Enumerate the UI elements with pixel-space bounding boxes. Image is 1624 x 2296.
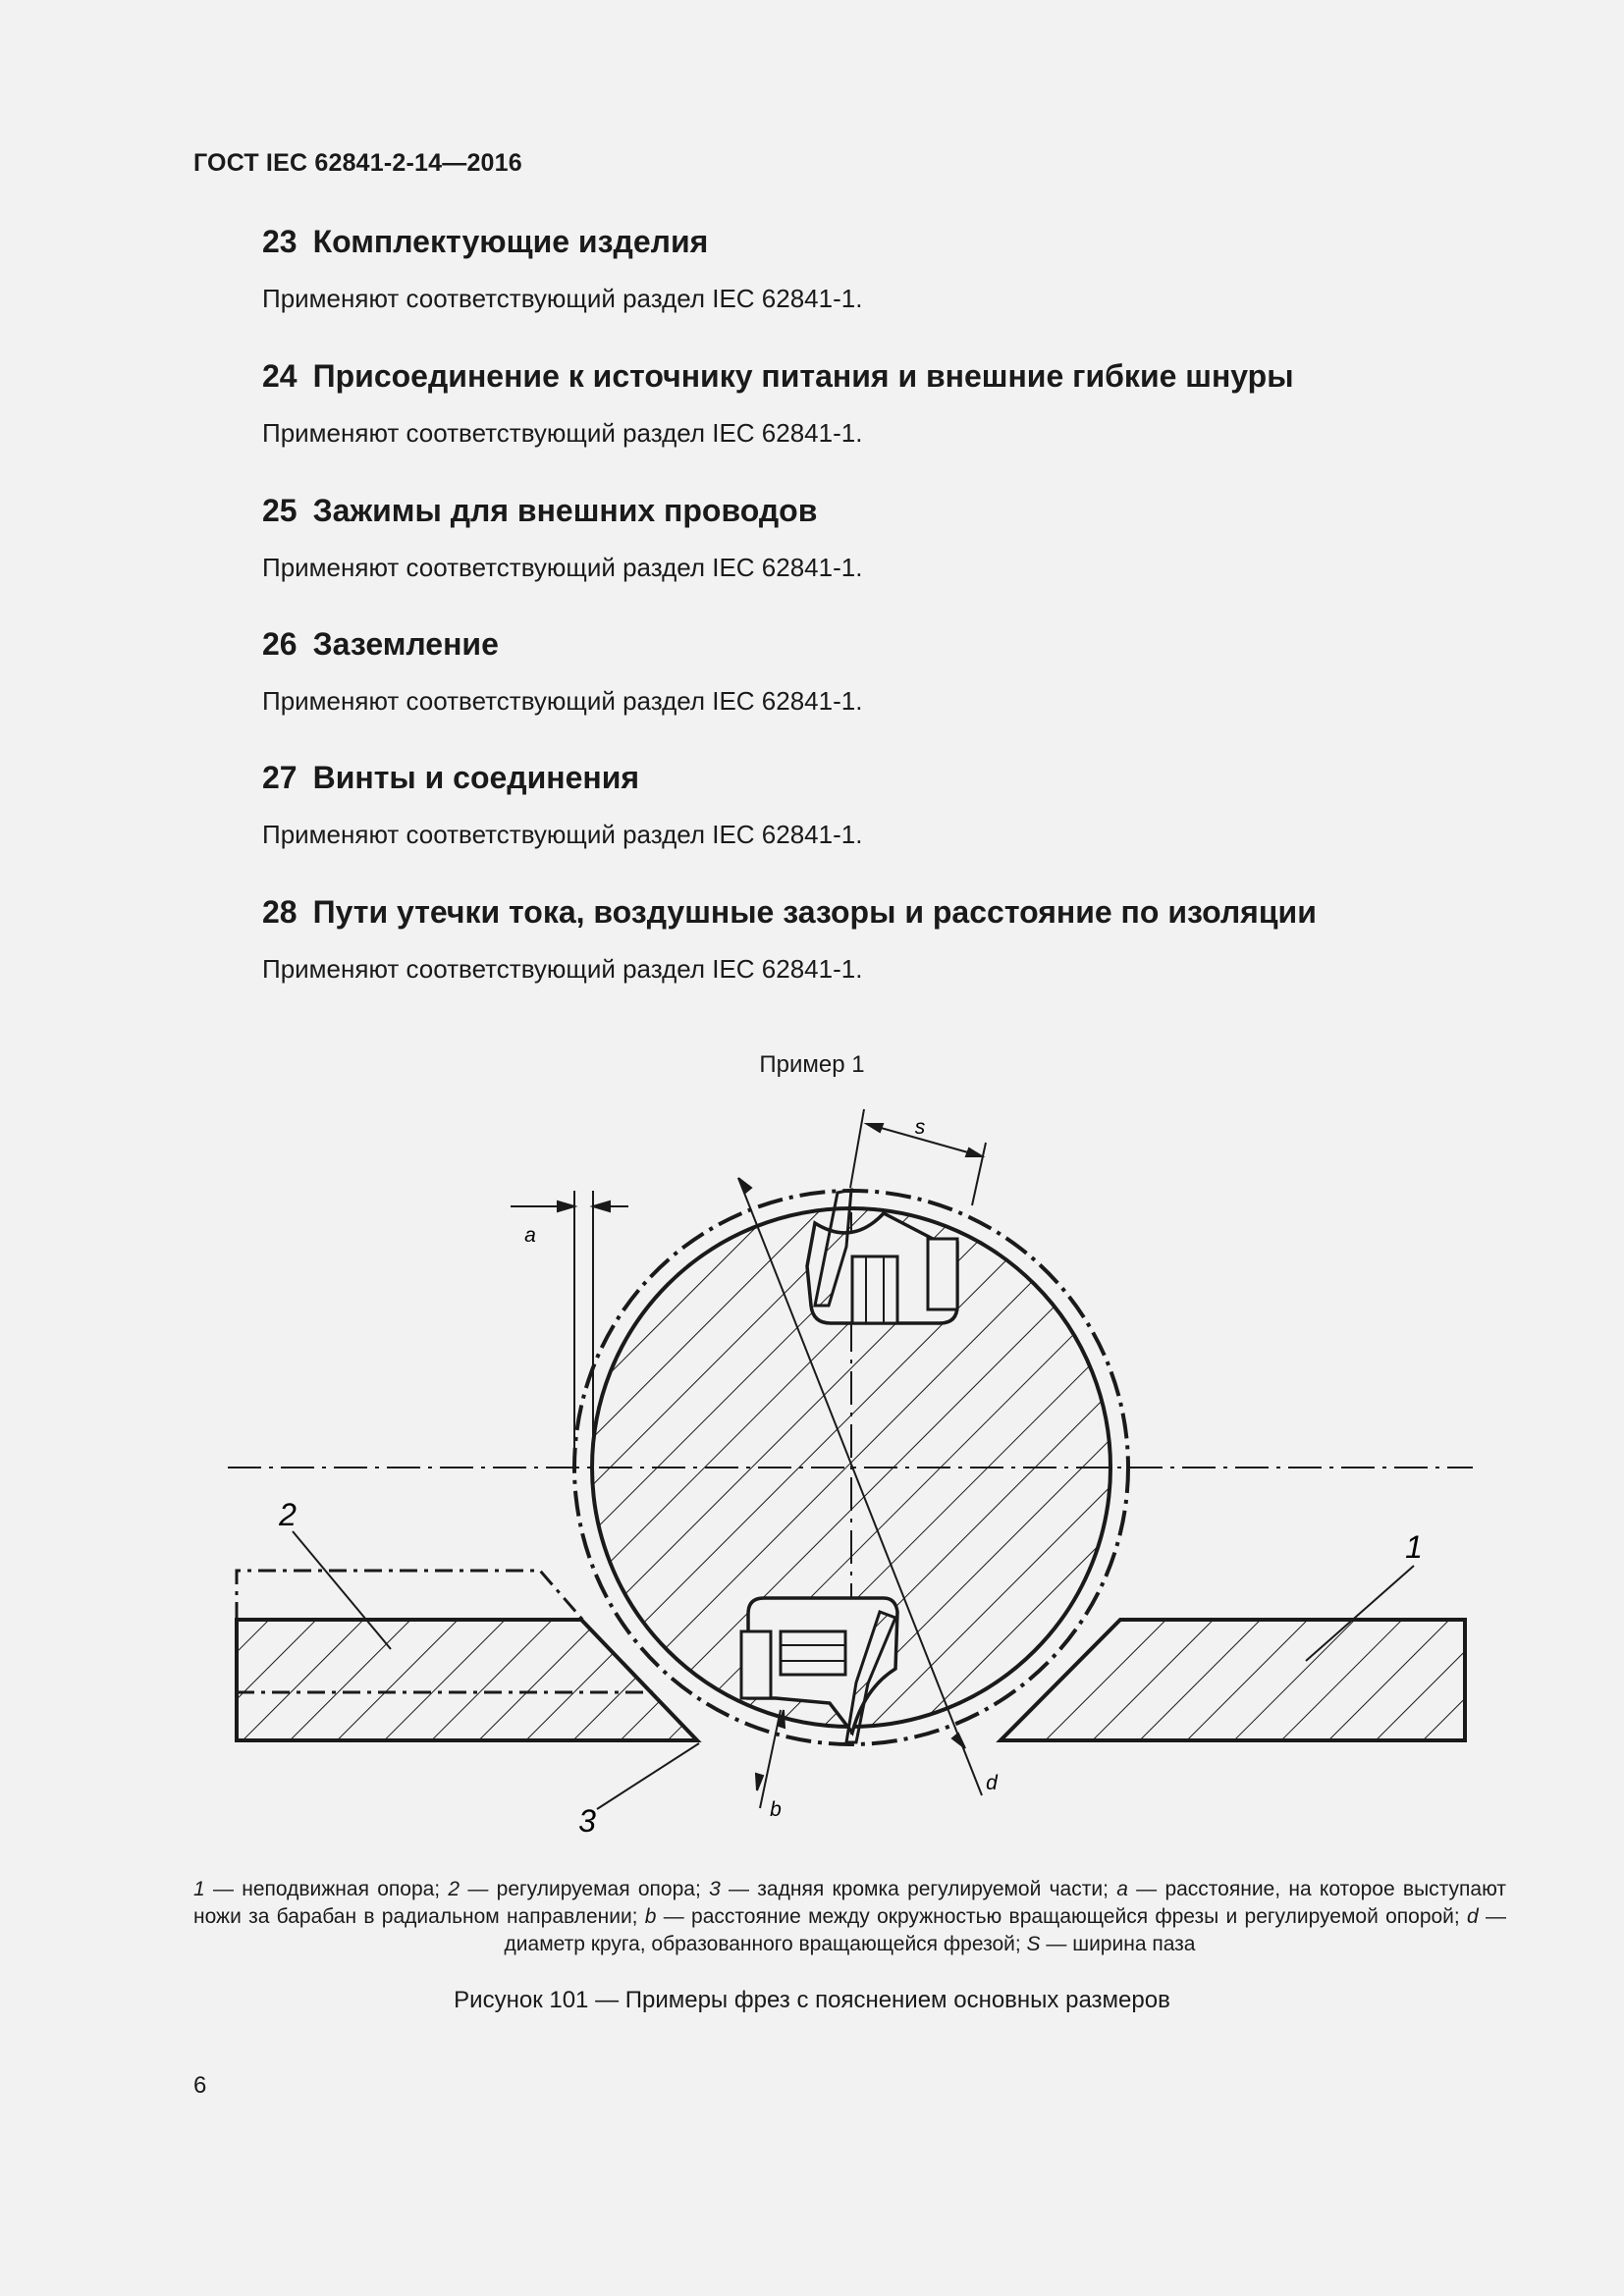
label-a: a xyxy=(524,1224,536,1247)
adjustable-support-alt-position xyxy=(237,1571,585,1623)
section-title-text: Зажимы для внешних проводов xyxy=(312,493,818,528)
section-title-text: Присоединение к источнику питания и внешние гибкие шнуры xyxy=(312,358,1294,394)
legend-text: — неподвижная опора; xyxy=(204,1878,449,1900)
section-title xyxy=(262,894,1529,931)
legend-text: — задняя кромка регулируемой части; xyxy=(720,1878,1117,1900)
legend-text: — регулируемая опора; xyxy=(460,1878,710,1900)
label-1: 1 xyxy=(1405,1529,1423,1565)
label-3: 3 xyxy=(578,1803,596,1839)
section-number: 25 xyxy=(262,493,298,528)
section-number: 23 xyxy=(262,224,298,259)
section-23 xyxy=(262,224,1529,314)
section-title-text: Пути утечки тока, воздушные зазоры и расстояние по изоляции xyxy=(312,894,1317,930)
section-title-text: Заземление xyxy=(312,626,499,662)
section-number: 26 xyxy=(262,626,298,662)
dimension-b xyxy=(756,1710,785,1808)
legend-key: 1 xyxy=(193,1878,205,1900)
section-28 xyxy=(262,894,1529,985)
cutter-drawing xyxy=(0,1080,1624,1865)
legend-key: d xyxy=(1467,1905,1479,1928)
section-title xyxy=(262,358,1529,395)
section-27 xyxy=(262,760,1529,850)
section-body: Применяют соответствующий раздел IEC 62841-1. xyxy=(262,820,863,849)
section-title-text: Комплектующие изделия xyxy=(312,224,709,259)
label-d: d xyxy=(986,1772,998,1794)
adjustable-support xyxy=(237,1620,697,1740)
section-25 xyxy=(262,493,1529,583)
figure-example-label: Пример 1 xyxy=(759,1051,865,1078)
section-number: 24 xyxy=(262,358,298,394)
callout-line-3 xyxy=(597,1743,699,1809)
section-title xyxy=(262,626,1529,663)
section-title-text: Винты и соединения xyxy=(312,760,640,795)
top-clamp-block xyxy=(928,1239,957,1309)
section-title xyxy=(262,760,1529,796)
document-code: ГОСТ IEC 62841-2-14—2016 xyxy=(193,149,522,177)
label-s: s xyxy=(914,1116,926,1139)
label-2: 2 xyxy=(279,1497,297,1532)
legend-key: a xyxy=(1116,1878,1128,1900)
legend-text: — ширина паза xyxy=(1040,1933,1196,1955)
legend-key: S xyxy=(1026,1933,1041,1955)
figure-legend xyxy=(193,1876,1506,1958)
legend-key: 2 xyxy=(448,1878,460,1900)
section-24 xyxy=(262,358,1529,449)
top-wedge-screw xyxy=(852,1256,897,1323)
label-b: b xyxy=(770,1798,782,1821)
section-body: Применяют соответствующий раздел IEC 62841-1. xyxy=(262,418,863,448)
section-number: 27 xyxy=(262,760,298,795)
section-body: Применяют соответствующий раздел IEC 62841-1. xyxy=(262,954,863,984)
section-number: 28 xyxy=(262,894,298,930)
figure-caption: Рисунок 101 — Примеры фрез с пояснением основных размеров xyxy=(454,1987,1170,2013)
section-title xyxy=(262,224,1529,260)
bottom-wedge-screw xyxy=(781,1631,845,1675)
legend-text: — диаметр круга, образованного вращающейся фрезой; xyxy=(504,1905,1506,1955)
legend-key: 3 xyxy=(709,1878,721,1900)
section-title xyxy=(262,493,1529,529)
legend-key: b xyxy=(644,1905,657,1928)
legend-text: — расстояние, на которое выступают ножи за барабан в радиальном направлении; xyxy=(193,1878,1506,1928)
section-26 xyxy=(262,626,1529,717)
bottom-clamp-block xyxy=(741,1631,771,1698)
page-number: 6 xyxy=(193,2072,207,2099)
legend-text: — расстояние между окружностью вращающейся фрезы и регулируемой опорой; xyxy=(656,1905,1468,1928)
section-body: Применяют соответствующий раздел IEC 62841-1. xyxy=(262,686,863,716)
section-body: Применяют соответствующий раздел IEC 62841-1. xyxy=(262,553,863,582)
section-body: Применяют соответствующий раздел IEC 62841-1. xyxy=(262,284,863,313)
